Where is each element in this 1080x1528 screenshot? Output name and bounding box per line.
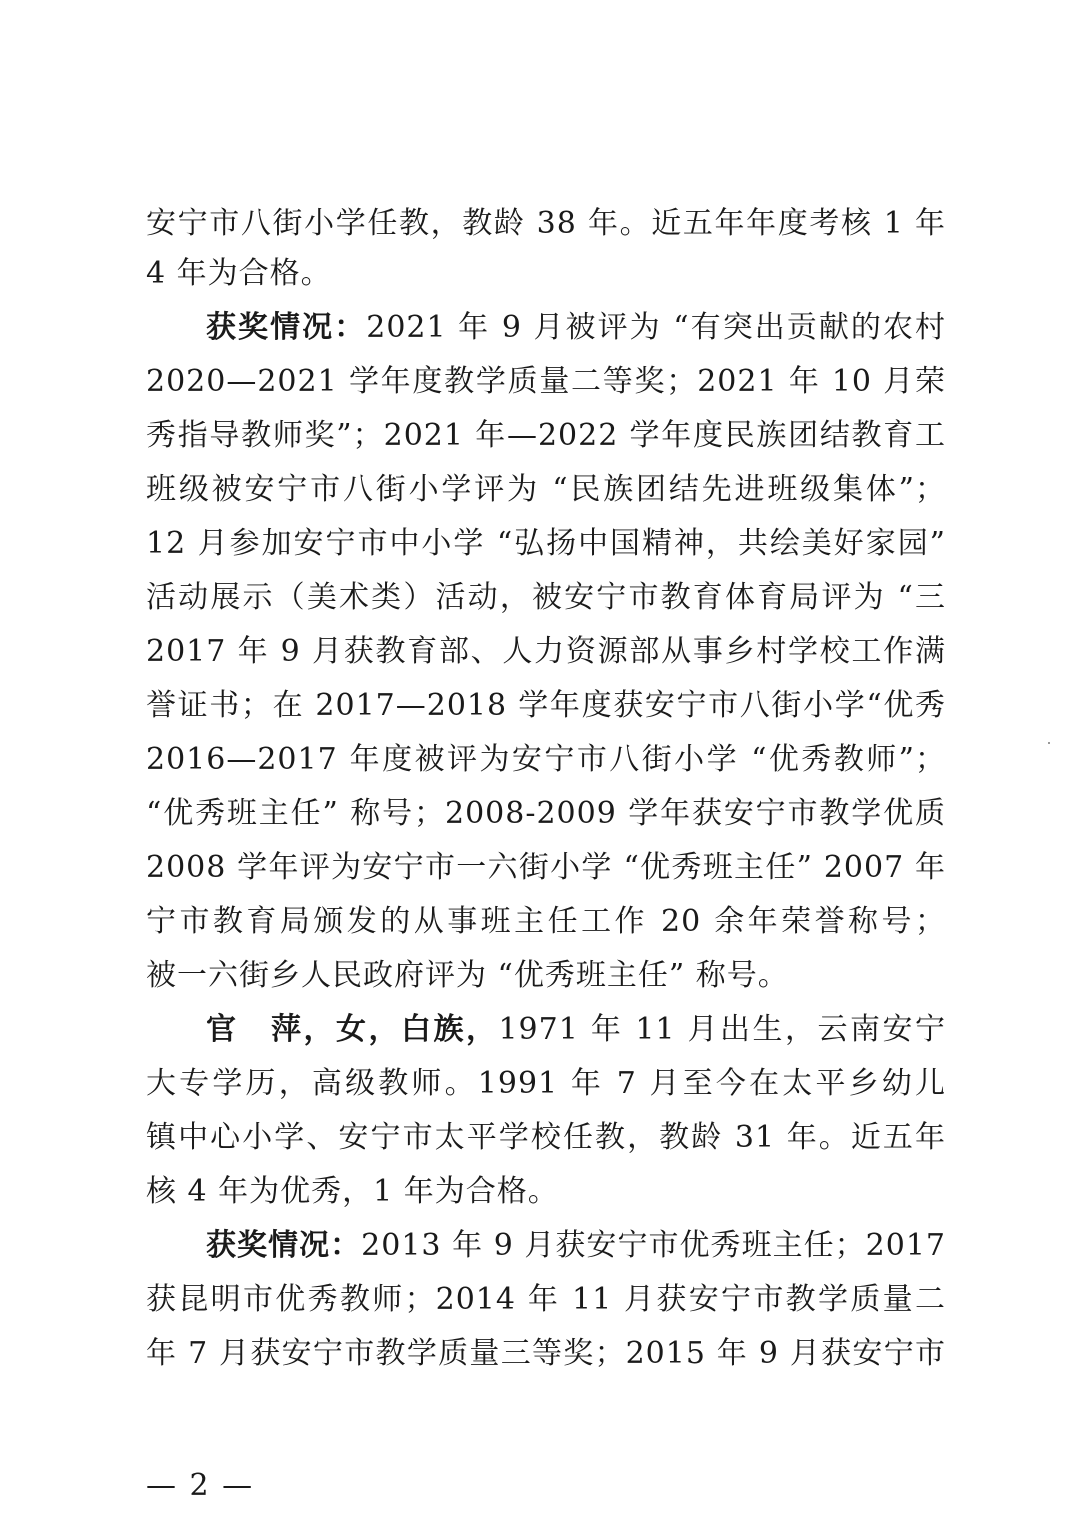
text-line: 大专学历，高级教师。1991 年 7 月至今在太平乡幼儿 <box>146 1066 946 1101</box>
awards-text: 2013 年 9 月获安宁市优秀班主任；2017 <box>361 1228 946 1263</box>
page-number: — 2 — <box>146 1468 255 1503</box>
text-line: 镇中心小学、安宁市太平学校任教，教龄 31 年。近五年 <box>146 1120 946 1155</box>
text-line: 2020—2021 学年度教学质量二等奖；2021 年 10 月荣 <box>146 364 946 399</box>
text-line: 2017 年 9 月获教育部、人力资源部从事乡村学校工作满 <box>146 634 946 669</box>
text-line: “优秀班主任” 称号；2008-2009 学年获安宁市教学优质 <box>146 796 946 831</box>
person-heading-line <box>206 1012 946 1048</box>
text-line: 秀指导教师奖”；2021 年—2022 学年度民族团结教育工 <box>146 418 946 453</box>
text-line: 年 7 月获安宁市教学质量三等奖；2015 年 9 月获安宁市 <box>146 1336 946 1371</box>
text-line: 2008 学年评为安宁市一六街小学 “优秀班主任” 2007 年 <box>146 850 946 885</box>
text-line: 活动展示（美术类）活动，被安宁市教育体育局评为 “三 <box>146 580 946 615</box>
awards-label: 获奖情况： <box>206 310 367 345</box>
text-line: 2016—2017 年度被评为安宁市八街小学 “优秀教师”； <box>146 742 946 777</box>
text-line: 获昆明市优秀教师；2014 年 11 月获安宁市教学质量二 <box>146 1282 946 1317</box>
awards-heading-line <box>206 310 946 346</box>
text-line: 12 月参加安宁市中小学 “弘扬中国精神，共绘美好家园” <box>146 526 946 561</box>
text-line: 被一六街乡人民政府评为 “优秀班主任” 称号。 <box>146 958 789 993</box>
text-line: 誉证书；在 2017—2018 学年度获安宁市八街小学“优秀 <box>146 688 946 723</box>
awards-label: 获奖情况： <box>206 1228 362 1263</box>
awards-text: 2021 年 9 月被评为 “有突出贡献的农村 <box>366 310 946 345</box>
awards-heading-line <box>206 1228 946 1264</box>
text-line: 4 年为合格。 <box>146 256 332 291</box>
person-bio-text: 1971 年 11 月出生，云南安宁 <box>498 1012 946 1047</box>
text-line: 核 4 年为优秀，1 年为合格。 <box>146 1174 559 1209</box>
scan-speck <box>1048 742 1050 744</box>
text-line: 安宁市八街小学任教，教龄 38 年。近五年年度考核 1 年 <box>146 206 946 241</box>
text-line: 班级被安宁市八街小学评为 “民族团结先进班级集体”； <box>146 472 946 507</box>
text-line: 宁市教育局颁发的从事班主任工作 20 余年荣誉称号； <box>146 904 946 939</box>
person-name-label: 官 萍，女，白族， <box>206 1012 499 1047</box>
